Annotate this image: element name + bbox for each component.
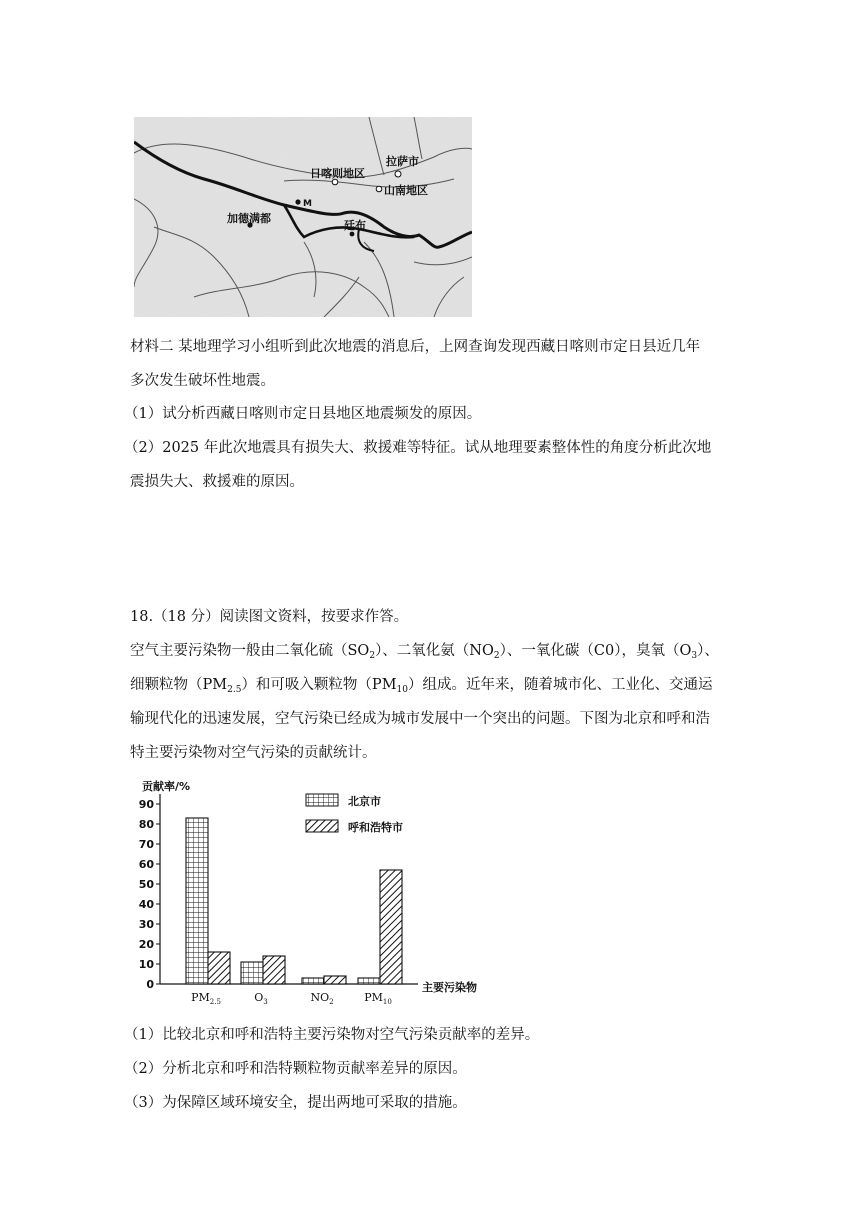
x-tick-label: $O_3$ [254,991,268,1006]
point-m-dot [295,199,300,204]
q18-paragraph-line4: 特主要污染物对空气污染的贡献统计。 [130,745,377,761]
bar-beijing-2 [302,978,324,984]
bar-huhehaote-2 [324,976,346,984]
q17-sub2-line2: 震损失大、救援难的原因。 [130,474,304,490]
q18-heading: 18.（18 分）阅读图文资料，按要求作答。 [130,609,409,625]
bar-huhehaote-0 [208,952,230,984]
map-label-tingbu: 廷布 [344,219,366,232]
q18-sub1: （1）比较北京和呼和浩特主要污染物对空气污染贡献率的差异。 [124,1027,540,1043]
x-axis-label: 主要污染物 [422,981,477,994]
q18-sub2: （2）分析北京和呼和浩特颗粒物贡献率差异的原因。 [124,1061,467,1077]
y-tick-label: 90 [138,798,154,811]
y-tick-label: 80 [138,818,154,831]
map-label-shannan: 山南地区 [384,184,428,197]
y-tick-label: 70 [138,838,154,851]
bar-beijing-3 [358,978,380,984]
map-label-m: M [303,199,312,209]
q17-sub2-line1: （2）2025 年此次地震具有损失大、救援难等特征。试从地理要素整体性的角度分析此次地 [124,440,712,456]
legend-label-0: 北京市 [348,795,381,808]
x-tick-label: $PM_{2.5}$ [191,991,221,1006]
y-tick-label: 10 [138,958,154,971]
bar-beijing-1 [241,962,263,984]
city-shannan-dot [376,186,382,192]
city-tingbu-dot [350,232,355,237]
legend-swatch-1 [306,820,338,832]
x-tick-label: $PM_{10}$ [364,991,392,1006]
bar-beijing-0 [186,818,208,984]
legend-label-1: 呼和浩特市 [348,821,403,834]
y-tick-label: 0 [146,978,154,991]
map-label-rikaze: 日喀则地区 [310,167,365,180]
q18-paragraph-line1: 空气主要污染物一般由二氧化硫$(SO_2)$、二氧化氨$(NO_2)$、一氧化碳（C0），臭氧$(O_3)$、 [130,643,719,661]
q18-sub3: （3）为保障区域环境安全，提出两地可采取的措施。 [124,1095,467,1111]
pollutant-contribution-chart [118,772,498,1012]
map-figure [134,117,472,317]
y-tick-label: 40 [138,898,154,911]
material2-line2: 多次发生破坏性地震。 [130,373,275,389]
city-rikaze-dot [332,179,338,185]
q17-sub1: （1）试分析西藏日喀则市定日县地区地震频发的原因。 [124,406,482,422]
y-tick-label: 30 [138,918,154,931]
map-label-kathmandu: 加德满都 [227,212,271,225]
legend-swatch-0 [306,794,338,806]
map-label-lasa: 拉萨市 [386,155,419,168]
y-tick-label: 60 [138,858,154,871]
y-tick-label: 50 [138,878,154,891]
bar-huhehaote-3 [380,870,402,984]
x-tick-label: $NO_2$ [310,991,334,1006]
q18-paragraph-line3: 输现代化的迅速发展，空气污染已经成为城市发展中一个突出的问题。下图为北京和呼和浩 [130,711,710,727]
q18-paragraph-line2: 细颗粒物$(PM_{2.5})$和可吸入颗粒物$(PM_{10})$组成。近年来，随着城市化、工业化、交通运 [130,677,713,695]
y-axis-label: 贡献率/% [142,780,191,793]
y-tick-label: 20 [138,938,154,951]
city-lasa-dot [395,171,401,177]
material2-line1: 材料二 某地理学习小组听到此次地震的消息后，上网查询发现西藏日喀则市定日县近几年 [130,339,701,355]
bar-huhehaote-1 [263,956,285,984]
